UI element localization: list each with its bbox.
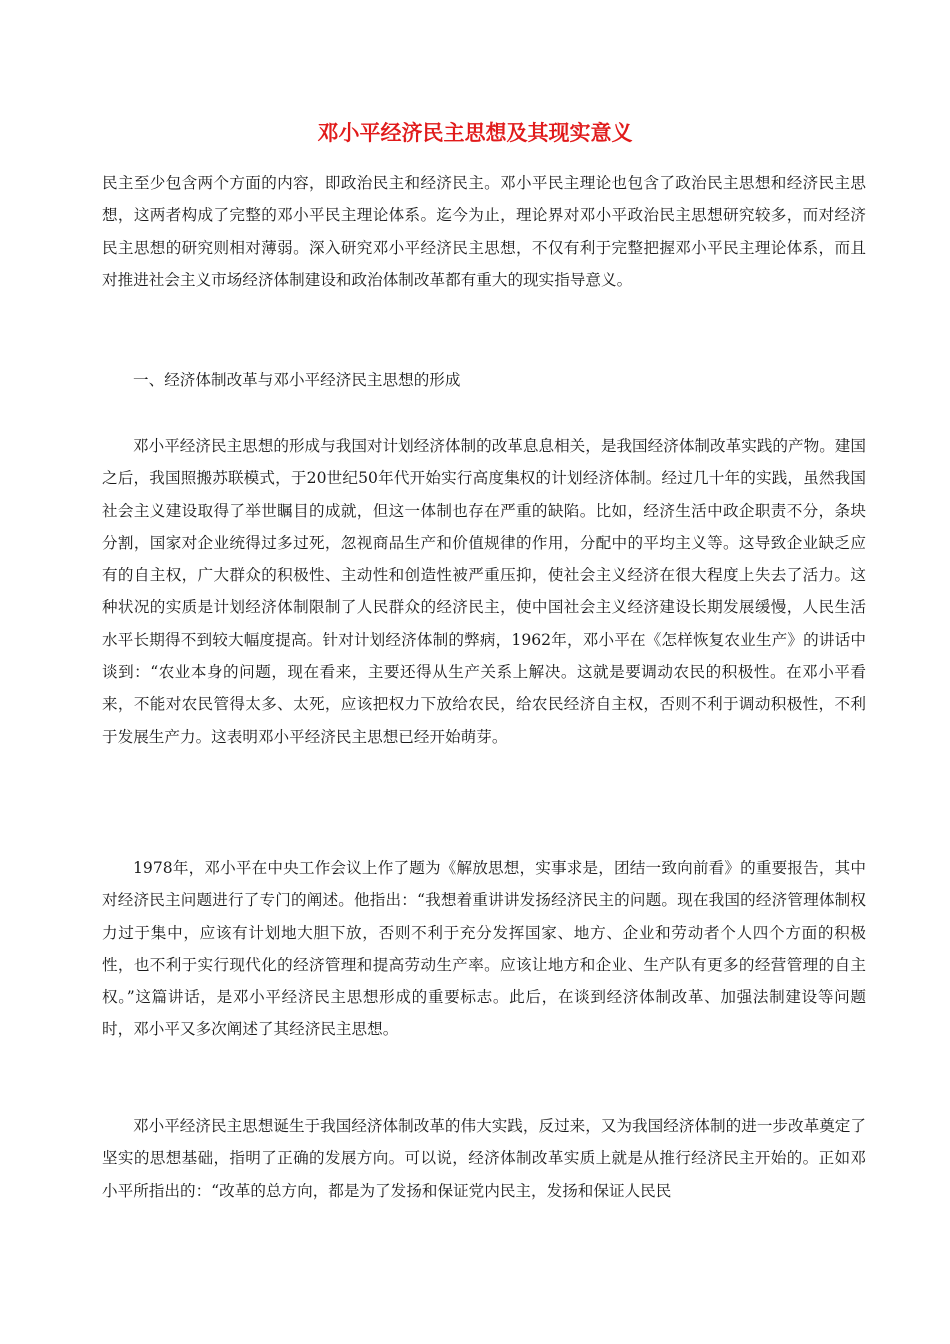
- body-paragraph-2: 1978年，邓小平在中央工作会议上作了题为《解放思想，实事求是，团结一致向前看》的重要报告，其中对经济民主问题进行了专门的阐述。他指出：“我想着重讲讲发扬经济民主的问题。现在我国的经济管理体制权力过于集中，应该有计划地大胆下放，否则不利于充分发挥国家、地方、企业和劳动者个人四个方面的积极性，也不利于实行现代化的经济管理和提高劳动生产率。应该让地方和企业、生产队有更多的经营管理的自主权。”这篇讲话，是邓小平经济民主思想形成的重要标志。此后，在谈到经济体制改革、加强法制建设等问题时，邓小平又多次阐述了其经济民主思想。: [102, 859, 866, 1039]
- intro-paragraph: 民主至少包含两个方面的内容，即政治民主和经济民主。邓小平民主理论也包含了政治民主思想和经济民主思想，这两者构成了完整的邓小平民主理论体系。迄今为止，理论界对邓小平政治民主思想研究较多，而对经济民主思想的研究则相对薄弱。深入研究邓小平经济民主思想，不仅有利于完整把握邓小平民主理论体系，而且对推进社会主义市场经济体制建设和政治体制改革都有重大的现实指导意义。: [102, 174, 866, 289]
- body-paragraph-1: 邓小平经济民主思想的形成与我国对计划经济体制的改革息息相关，是我国经济体制改革实践的产物。建国之后，我国照搬苏联模式，于20世纪50年代开始实行高度集权的计划经济体制。经过几十年的实践，虽然我国社会主义建设取得了举世瞩目的成就，但这一体制也存在严重的缺陷。比如，经济生活中政企职责不分，条块分割，国家对企业统得过多过死，忽视商品生产和价值规律的作用，分配中的平均主义等。这导致企业缺乏应有的自主权，广大群众的积极性、主动性和创造性被严重压抑，使社会主义经济在很大程度上失去了活力。这种状况的实质是计划经济体制限制了人民群众的经济民主，使中国社会主义经济建设长期发展缓慢，人民生活水平长期得不到较大幅度提高。针对计划经济体制的弊病，1962年，邓小平在《怎样恢复农业生产》的讲话中谈到：“农业本身的问题，现在看来，主要还得从生产关系上解决。这就是要调动农民的积极性。在邓小平看来，不能对农民管得太多、太死，应该把权力下放给农民，给农民经济自主权，否则不利于调动积极性，不利于发展生产力。这表明邓小平经济民主思想已经开始萌芽。: [102, 437, 866, 746]
- body-paragraph-3: 邓小平经济民主思想诞生于我国经济体制改革的伟大实践，反过来，又为我国经济体制的进一步改革奠定了坚实的思想基础，指明了正确的发展方向。可以说，经济体制改革实质上就是从推行经济民主开始的。正如邓小平所指出的：“改革的总方向，都是为了发扬和保证党内民主，发扬和保证人民民: [102, 1117, 866, 1200]
- section-heading-1: 一、经济体制改革与邓小平经济民主思想的形成: [133, 371, 461, 389]
- document-title: 邓小平经济民主思想及其现实意义: [317, 120, 633, 145]
